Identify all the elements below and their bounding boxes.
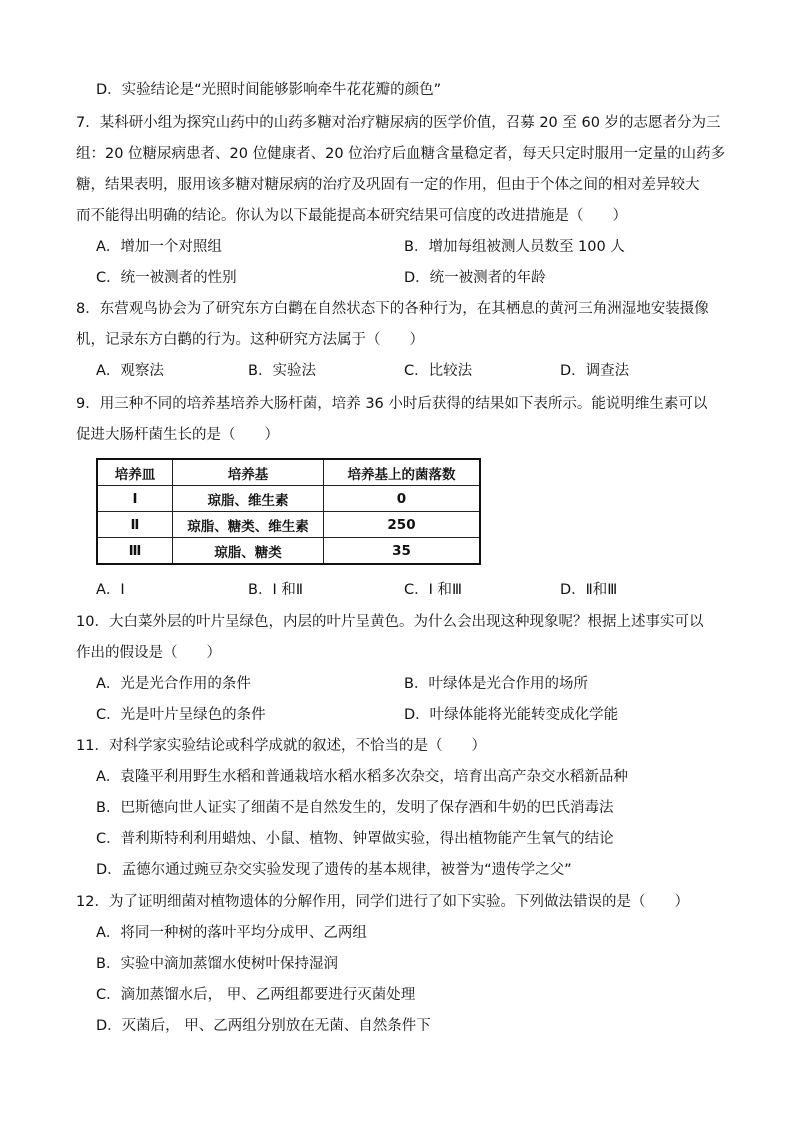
table-cell: Ⅲ — [97, 538, 173, 565]
q12-option-d[interactable]: D．灭菌后， 甲、乙两组分别放在无菌、自然条件下 — [96, 1018, 431, 1034]
table-header-row — [97, 459, 480, 486]
q11-option-b[interactable]: B．巴斯德向世人证实了细菌不是自然发生的，发明了保存酒和牛奶的巴氏消毒法 — [96, 800, 614, 816]
table-cell: 琼脂、糖类 — [173, 538, 324, 565]
table-cell: Ⅱ — [97, 512, 173, 538]
q9-option-a[interactable]: A．I — [96, 582, 125, 598]
q9-stem-line: 促进大肠杆菌生长的是（ ） — [76, 427, 279, 443]
q12-option-b[interactable]: B．实验中滴加蒸馏水使树叶保持湿润 — [96, 956, 338, 972]
q9-option-b[interactable]: B．I 和Ⅱ — [248, 582, 303, 598]
q7-stem-line: 而不能得出明确的结论。你认为以下最能提高本研究结果可信度的改进措施是（ ） — [76, 208, 627, 224]
q8-stem-line: 8．东营观鸟协会为了研究东方白鹳在自然状态下的各种行为，在其栖息的黄河三角洲湿地安装摄像 — [76, 301, 709, 317]
q8-option-b[interactable]: B．实验法 — [248, 363, 316, 379]
table-row — [97, 512, 480, 538]
table-cell: 0 — [324, 486, 481, 512]
q11-option-d[interactable]: D．孟德尔通过豌豆杂交实验发现了遗传的基本规律，被誉为“遗传学之父” — [96, 862, 572, 878]
table-cell: Ⅰ — [97, 486, 173, 512]
q12-option-c[interactable]: C．滴加蒸馏水后， 甲、乙两组都要进行灭菌处理 — [96, 987, 416, 1003]
q7-stem-line: 糖，结果表明，服用该多糖对糖尿病的治疗及巩固有一定的作用，但由于个体之间的相对差异较大 — [76, 177, 700, 193]
q12-option-a[interactable]: A．将同一种树的落叶平均分成甲、乙两组 — [96, 925, 367, 941]
q8-option-d[interactable]: D．调查法 — [560, 363, 630, 379]
q8-option-c[interactable]: C．比较法 — [404, 363, 473, 379]
table-header: 培养皿 — [97, 459, 173, 486]
q10-option-a[interactable]: A．光是光合作用的条件 — [96, 676, 251, 692]
q10-stem-line: 10．大白菜外层的叶片呈绿色，内层的叶片呈黄色。为什么会出现这种现象呢？根据上述事实可以 — [76, 614, 704, 630]
q8-stem-line: 机，记录东方白鹳的行为。这种研究方法属于（ ） — [76, 332, 424, 348]
q7-option-b[interactable]: B．增加每组被测人员数至 100 人 — [404, 239, 625, 255]
table-row — [97, 486, 480, 512]
q7-option-d[interactable]: D．统一被测者的年龄 — [404, 270, 546, 286]
table-cell: 35 — [324, 538, 481, 565]
q10-option-d[interactable]: D．叶绿体能将光能转变成化学能 — [404, 707, 619, 723]
q10-stem-line: 作出的假设是（ ） — [76, 645, 221, 661]
table-cell: 琼脂、维生素 — [173, 486, 324, 512]
q10-option-c[interactable]: C．光是叶片呈绿色的条件 — [96, 707, 266, 723]
table-header: 培养基 — [173, 459, 324, 486]
table-cell: 250 — [324, 512, 481, 538]
q6-option-d: D．实验结论是“光照时间能够影响牵牛花花瓣的颜色” — [96, 82, 442, 98]
q9-stem-line: 9．用三种不同的培养基培养大肠杆菌，培养 36 小时后获得的结果如下表所示。能说明维生素可以 — [76, 396, 708, 412]
culture-results-table — [96, 458, 481, 565]
table-row — [97, 538, 480, 565]
q12-stem-line: 12．为了证明细菌对植物遗体的分解作用，同学们进行了如下实验。下列做法错误的是（ ） — [76, 894, 689, 910]
q11-option-a[interactable]: A．袁隆平利用野生水稻和普通栽培水稻水稻多次杂交，培育出高产杂交水稻新品种 — [96, 769, 628, 785]
q11-option-c[interactable]: C．普利斯特利利用蜡烛、小鼠、植物、钟罩做实验，得出植物能产生氧气的结论 — [96, 831, 614, 847]
table-header: 培养基上的菌落数 — [324, 459, 481, 486]
q9-option-d[interactable]: D．Ⅱ和Ⅲ — [560, 582, 618, 598]
q7-stem-line: 组：20 位糖尿病患者、20 位健康者、20 位治疗后血糖含量稳定者，每天只定时服用一定量的山药多 — [76, 146, 726, 162]
q9-option-c[interactable]: C．I 和Ⅲ — [404, 582, 463, 598]
q8-option-a[interactable]: A．观察法 — [96, 363, 164, 379]
q7-stem-line: 7．某科研小组为探究山药中的山药多糖对治疗糖尿病的医学价值，召募 20 至 60 岁的志愿者分为三 — [76, 115, 721, 131]
q7-option-a[interactable]: A．增加一个对照组 — [96, 239, 222, 255]
q7-option-c[interactable]: C．统一被测者的性别 — [96, 270, 237, 286]
q11-stem-line: 11．对科学家实验结论或科学成就的叙述，不恰当的是（ ） — [76, 738, 486, 754]
table-cell: 琼脂、糖类、维生素 — [173, 512, 324, 538]
q10-option-b[interactable]: B．叶绿体是光合作用的场所 — [404, 676, 588, 692]
